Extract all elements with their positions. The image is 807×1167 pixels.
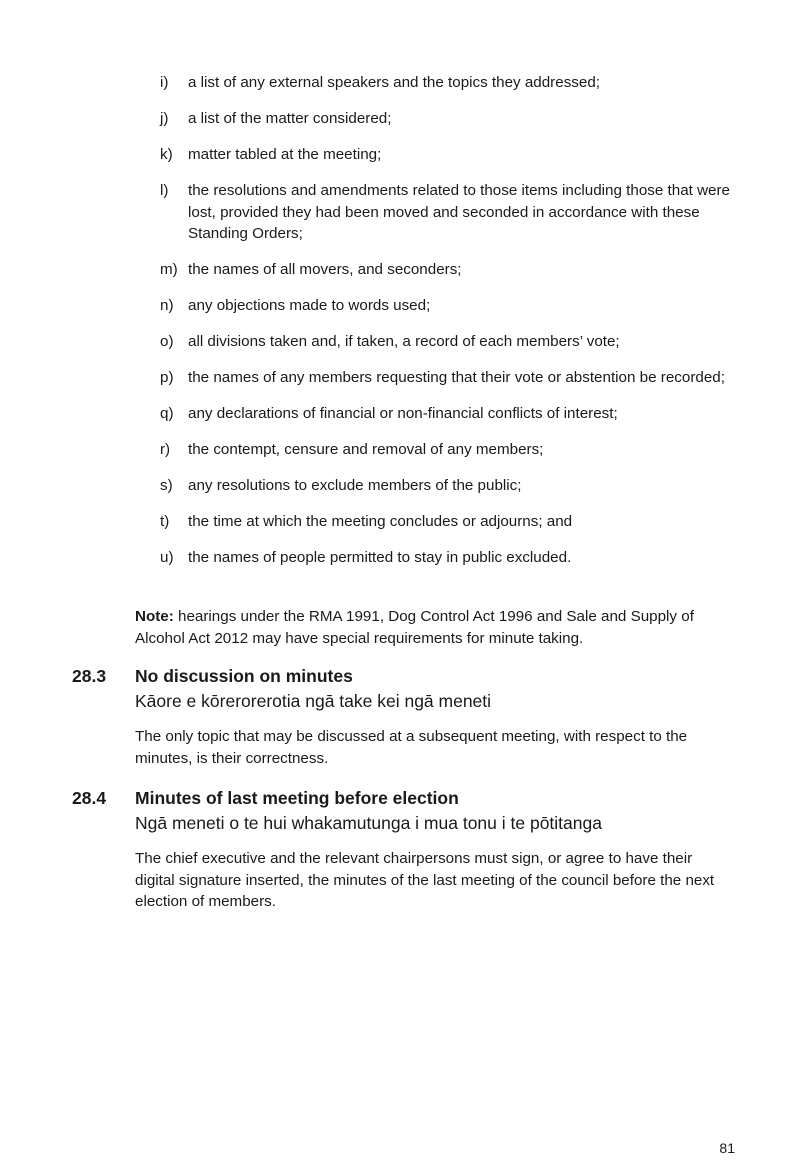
list-marker: q) bbox=[160, 405, 174, 422]
list-marker: r) bbox=[160, 441, 171, 458]
list-marker: o) bbox=[160, 333, 174, 350]
list-marker: n) bbox=[160, 297, 174, 314]
list-marker: s) bbox=[160, 477, 173, 494]
list-item bbox=[160, 331, 750, 353]
list-item-text: any resolutions to exclude members of the public; bbox=[188, 477, 522, 494]
section-subtitle-maori: Ngā meneti o te hui whakamutunga i mua tonu i te pōtitanga bbox=[135, 813, 602, 833]
list-item-text: the time at which the meeting concludes or adjourns; and bbox=[188, 513, 573, 530]
list-item-text: a list of the matter considered; bbox=[188, 110, 392, 127]
list-item-text: the resolutions and amendments related to those items including those that were lost, provided they had been moved and seconded in accordance with these Standing Orders; bbox=[188, 182, 731, 242]
list-marker: p) bbox=[160, 369, 174, 386]
list-marker: m) bbox=[160, 261, 178, 278]
note-label: Note: bbox=[135, 608, 174, 625]
list-item bbox=[160, 367, 750, 389]
list-item-text: the names of any members requesting that their vote or abstention be recorded; bbox=[188, 369, 725, 386]
list-marker: j) bbox=[160, 110, 169, 127]
minutes-contents-list bbox=[160, 72, 750, 583]
list-item bbox=[160, 144, 750, 166]
list-item bbox=[160, 547, 750, 569]
section-titles bbox=[135, 665, 752, 714]
list-marker: l) bbox=[160, 182, 169, 199]
list-item bbox=[160, 295, 750, 317]
section-body: The only topic that may be discussed at a subsequent meeting, with respect to the minutes, is their correctness. bbox=[135, 728, 688, 767]
section-title: Minutes of last meeting before election bbox=[135, 788, 459, 808]
list-item bbox=[160, 403, 750, 425]
list-item-text: the contempt, censure and removal of any members; bbox=[188, 441, 544, 458]
list-marker: i) bbox=[160, 74, 169, 91]
list-item-text: any declarations of financial or non-financial conflicts of interest; bbox=[188, 405, 618, 422]
list-item-text: matter tabled at the meeting; bbox=[188, 146, 382, 163]
list-item bbox=[160, 108, 750, 130]
section-subtitle-maori: Kāore e kōrerorerotia ngā take kei ngā meneti bbox=[135, 691, 492, 711]
section-28-3 bbox=[72, 665, 752, 769]
section-titles bbox=[135, 787, 752, 836]
list-item bbox=[160, 180, 750, 245]
list-item-text: a list of any external speakers and the topics they addressed; bbox=[188, 74, 600, 91]
list-item bbox=[160, 439, 750, 461]
page-number: 81 bbox=[719, 1140, 735, 1156]
section-number: 28.4 bbox=[72, 788, 107, 808]
list-item bbox=[160, 259, 750, 281]
note-text: hearings under the RMA 1991, Dog Control Act 1996 and Sale and Supply of Alcohol Act 2012 may have special requirements for minute taking. bbox=[135, 608, 694, 647]
section-title: No discussion on minutes bbox=[135, 666, 353, 686]
section-number: 28.3 bbox=[72, 666, 107, 686]
list-item-text: the names of all movers, and seconders; bbox=[188, 261, 462, 278]
list-item bbox=[160, 72, 750, 94]
list-marker: t) bbox=[160, 513, 170, 530]
section-body: The chief executive and the relevant chairpersons must sign, or agree to have their digital signature inserted, the minutes of the last meeting of the council before the next election of members. bbox=[135, 850, 715, 910]
section-28-4 bbox=[72, 787, 752, 913]
list-item-text: all divisions taken and, if taken, a record of each members’ vote; bbox=[188, 333, 620, 350]
list-item bbox=[160, 511, 750, 533]
section-heading bbox=[72, 665, 752, 714]
note-paragraph bbox=[135, 606, 745, 649]
list-marker: k) bbox=[160, 146, 173, 163]
section-heading bbox=[72, 787, 752, 836]
list-item-text: any objections made to words used; bbox=[188, 297, 431, 314]
list-marker: u) bbox=[160, 549, 174, 566]
list-item-text: the names of people permitted to stay in public excluded. bbox=[188, 549, 572, 566]
list-item bbox=[160, 475, 750, 497]
